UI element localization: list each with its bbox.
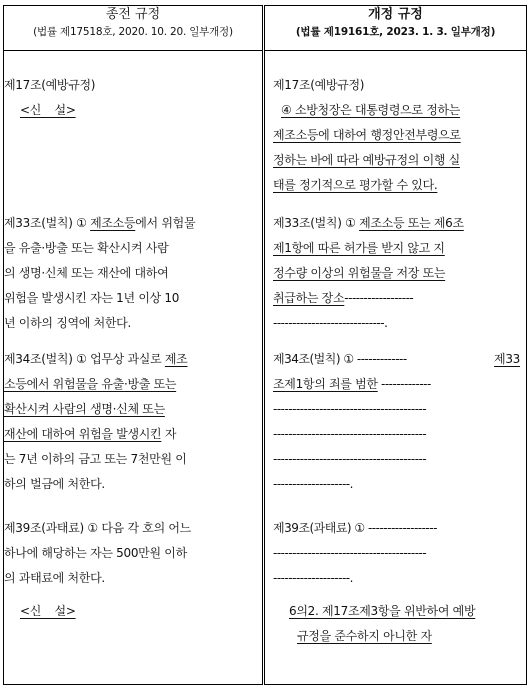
old-a34-underlined: 재산에 대하여 위험을 발생시킨 bbox=[4, 427, 162, 441]
new-a39-dashes: --------------------. bbox=[273, 571, 353, 585]
old-a33-line: 년 이하의 징역에 처한다. bbox=[4, 316, 131, 330]
old-a39-line: 의 과태료에 처한다. bbox=[4, 571, 105, 585]
new-a17-underlined: 정하는 바에 따라 예방규정의 이행 실 bbox=[273, 153, 460, 167]
old-header bbox=[4, 6, 264, 51]
old-article-17-body: <신 설> bbox=[20, 103, 76, 117]
new-a39-dashes: ---------------------------------------- bbox=[273, 546, 427, 560]
old-article-39 bbox=[4, 516, 262, 591]
new-a17-underlined: ④ 소방청장은 대통령령으로 정하는 bbox=[281, 103, 461, 117]
old-a33-line: 을 유출·방출 또는 확산시켜 사람 bbox=[4, 241, 169, 255]
old-a39-line: 제39조(과태료) ① 다음 각 호의 어느 bbox=[4, 521, 191, 535]
old-article-17 bbox=[4, 73, 262, 123]
old-a33-underlined: 제조소등 bbox=[90, 216, 136, 230]
new-item-6-2-line: 규정을 준수하지 아니한 자 bbox=[297, 629, 432, 643]
old-a34-line: 는 7년 이하의 금고 또는 7천만원 이 bbox=[4, 452, 187, 466]
old-article-33 bbox=[4, 211, 262, 336]
old-a33-line: 제33조(벌칙) ① bbox=[4, 216, 91, 230]
new-a33-underlined: 제조소등 또는 제6조 bbox=[359, 216, 464, 230]
old-header-subtitle: (법률 제17518호, 2020. 10. 20. 일부개정) bbox=[33, 26, 233, 38]
old-a33-line: 위험을 발생시킨 자는 1년 이상 10 bbox=[4, 291, 180, 305]
old-column bbox=[4, 51, 264, 685]
old-a33-line: 의 생명·신체 또는 재산에 대하여 bbox=[4, 266, 169, 280]
old-header-title: 종전 규정 bbox=[105, 7, 161, 22]
comparison-table bbox=[3, 5, 527, 685]
new-column bbox=[264, 51, 527, 685]
old-a34-underlined: 확산시켜 사람의 생명·신체 또는 bbox=[4, 402, 165, 416]
old-a34-underlined: 제조 bbox=[164, 352, 188, 366]
new-a34-dashes: ------------- bbox=[377, 377, 431, 391]
new-a17-underlined: 태를 정기적으로 평가할 수 있다. bbox=[273, 178, 438, 192]
new-a33-line: 제33조(벌칙) ① bbox=[273, 216, 360, 230]
new-a17-underlined: 제조소등에 대하여 행정안전부령으로 bbox=[273, 128, 461, 142]
old-article-17-title: 제17조(예방규정) bbox=[4, 78, 96, 92]
new-header-title: 개정 규정 bbox=[368, 7, 423, 22]
new-header bbox=[264, 6, 527, 51]
new-article-33 bbox=[273, 211, 526, 336]
old-a34-line: 자 bbox=[161, 427, 177, 441]
old-a34-underlined: 소등에서 위험물을 유출·방출 또는 bbox=[4, 377, 177, 391]
new-a34-underlined: 조제1항의 죄를 범한 bbox=[273, 377, 378, 391]
old-new-item-body: <신 설> bbox=[20, 604, 76, 618]
new-a34-dashes: --------------------. bbox=[273, 477, 353, 491]
old-a39-line: 하나에 해당하는 자는 500만원 이하 bbox=[4, 546, 187, 560]
new-a34-dashes: ---------------------------------------- bbox=[273, 427, 427, 441]
old-a34-line: 제34조(벌칙) ① 업무상 과실로 bbox=[4, 352, 165, 366]
new-a33-underlined: 취급하는 장소 bbox=[273, 291, 345, 305]
new-article-17-title: 제17조(예방규정) bbox=[273, 78, 365, 92]
new-a33-dashes: ------------------ bbox=[344, 291, 414, 305]
new-item-6-2-line: 6의2. 제17조제3항을 위반하여 예방 bbox=[289, 604, 476, 618]
new-article-39 bbox=[273, 516, 526, 591]
old-article-34 bbox=[4, 347, 262, 497]
new-a34-underlined: 제33 bbox=[494, 352, 520, 366]
new-article-34 bbox=[273, 347, 526, 497]
new-a34-dashes: ---------------------------------------- bbox=[273, 452, 427, 466]
new-a39-line: 제39조(과태료) ① ------------------ bbox=[273, 521, 437, 535]
new-a34-dashes: ---------------------------------------- bbox=[273, 402, 427, 416]
old-a33-line: 에서 위험물 bbox=[135, 216, 196, 230]
new-item-6-2 bbox=[273, 599, 526, 649]
new-a33-underlined: 제1항에 따른 허가를 받지 않고 지 bbox=[273, 241, 445, 255]
new-header-subtitle: (법률 제19161호, 2023. 1. 3. 일부개정) bbox=[295, 26, 496, 38]
new-a33-dashes: -----------------------------. bbox=[273, 316, 388, 330]
new-a33-underlined: 정수량 이상의 위험물을 저장 또는 bbox=[273, 266, 446, 280]
new-article-17 bbox=[273, 73, 526, 198]
old-new-item bbox=[4, 599, 262, 624]
old-a34-line: 하의 벌금에 처한다. bbox=[4, 477, 105, 491]
new-a34-line: 제34조(벌칙) ① ------------- bbox=[273, 352, 407, 366]
